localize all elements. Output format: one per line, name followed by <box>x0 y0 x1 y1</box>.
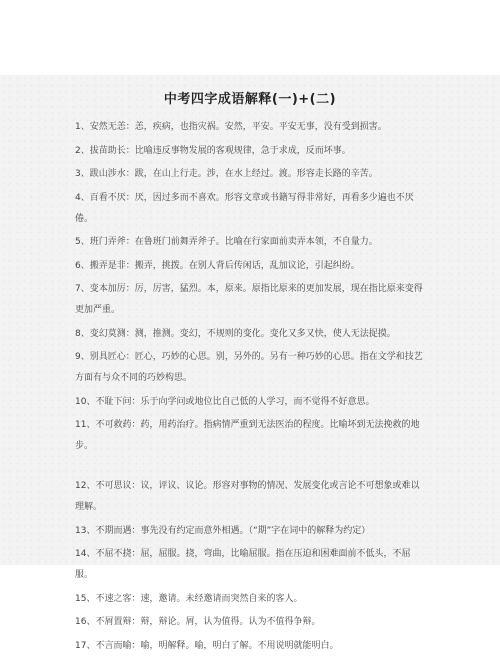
idiom-entry: 15、不速之客：速，邀请。未经邀请而突然自来的客人。 <box>75 593 303 604</box>
idiom-entry: 4、百看不厌：厌，因过多而不喜欢。形容文章或书籍写得非常好，再看多少遍也不厌倦。 <box>75 192 414 224</box>
idiom-entry: 11、不可救药：药，用药治疗。指病情严重到无法医治的程度。比喻坏到无法挽救的地步。 <box>75 420 420 451</box>
idiom-entry: 17、不言而喻：喻，明解释。喻，明白了解。不用说明就能明白。 <box>75 640 339 651</box>
idiom-entry: 2、拔苗助长：比喻违反事物发展的客观规律，急于求成，反而坏事。 <box>75 145 351 156</box>
idiom-entry: 5、班门弄斧：在鲁班门前舞弄斧子。比喻在行家面前卖弄本领，不自量力。 <box>75 237 378 247</box>
document-title: 中考四字成语解释(一)+(二) <box>163 92 337 107</box>
document-page <box>0 75 500 651</box>
blank-header-area <box>0 0 500 75</box>
idiom-entry: 9、别具匠心：匠心，巧妙的心思。别，另外的。另有一种巧妙的心思。指在文学和技艺方面有与众不同的巧妙构思。 <box>75 352 423 383</box>
idiom-entry: 1、安然无恙：恙，疾病，也指灾祸。安然，平安。平安无事，没有受到损害。 <box>75 122 387 132</box>
idiom-list <box>75 117 425 659</box>
idiom-entry: 8、变幻莫测：测，推测。变幻，不规则的变化。变化又多又快，使人无法捉摸。 <box>75 328 396 339</box>
idiom-entry: 16、不屑置辩：辩，辩论。屑，认为值得。认为不值得争辩。 <box>75 617 321 627</box>
idiom-entry: 3、跋山涉水：跋，在山上行走。涉，在水上经过。渡。形容走长路的辛苦。 <box>75 169 378 179</box>
idiom-entry: 13、不期而遇：事先没有约定而意外相遇。（“期”字在词中的解释为约定） <box>75 525 371 536</box>
idiom-entry: 10、不耻下问：乐于向学问或地位比自己低的人学习，而不觉得不好意思。 <box>75 396 375 407</box>
idiom-entry: 14、不屈不挠：屈，屈服。挠，弯曲，比喻屈服。指在压迫和困难面前不低头，不屈服。 <box>75 549 411 580</box>
idiom-entry: 6、搬弄是非：搬弄，挑拨。在别人背后传闲话，乱加议论，引起纠纷。 <box>75 260 360 271</box>
idiom-entry: 12、不可思议：议，评议、议论。形容对事物的情况、发展变化或言论不可想象或难以理解。 <box>75 481 420 512</box>
idiom-entry: 7、变本加厉：厉，厉害，猛烈。本，原来。原指比原来的更加发展，现在指比原来变得更加严重。 <box>75 284 423 315</box>
